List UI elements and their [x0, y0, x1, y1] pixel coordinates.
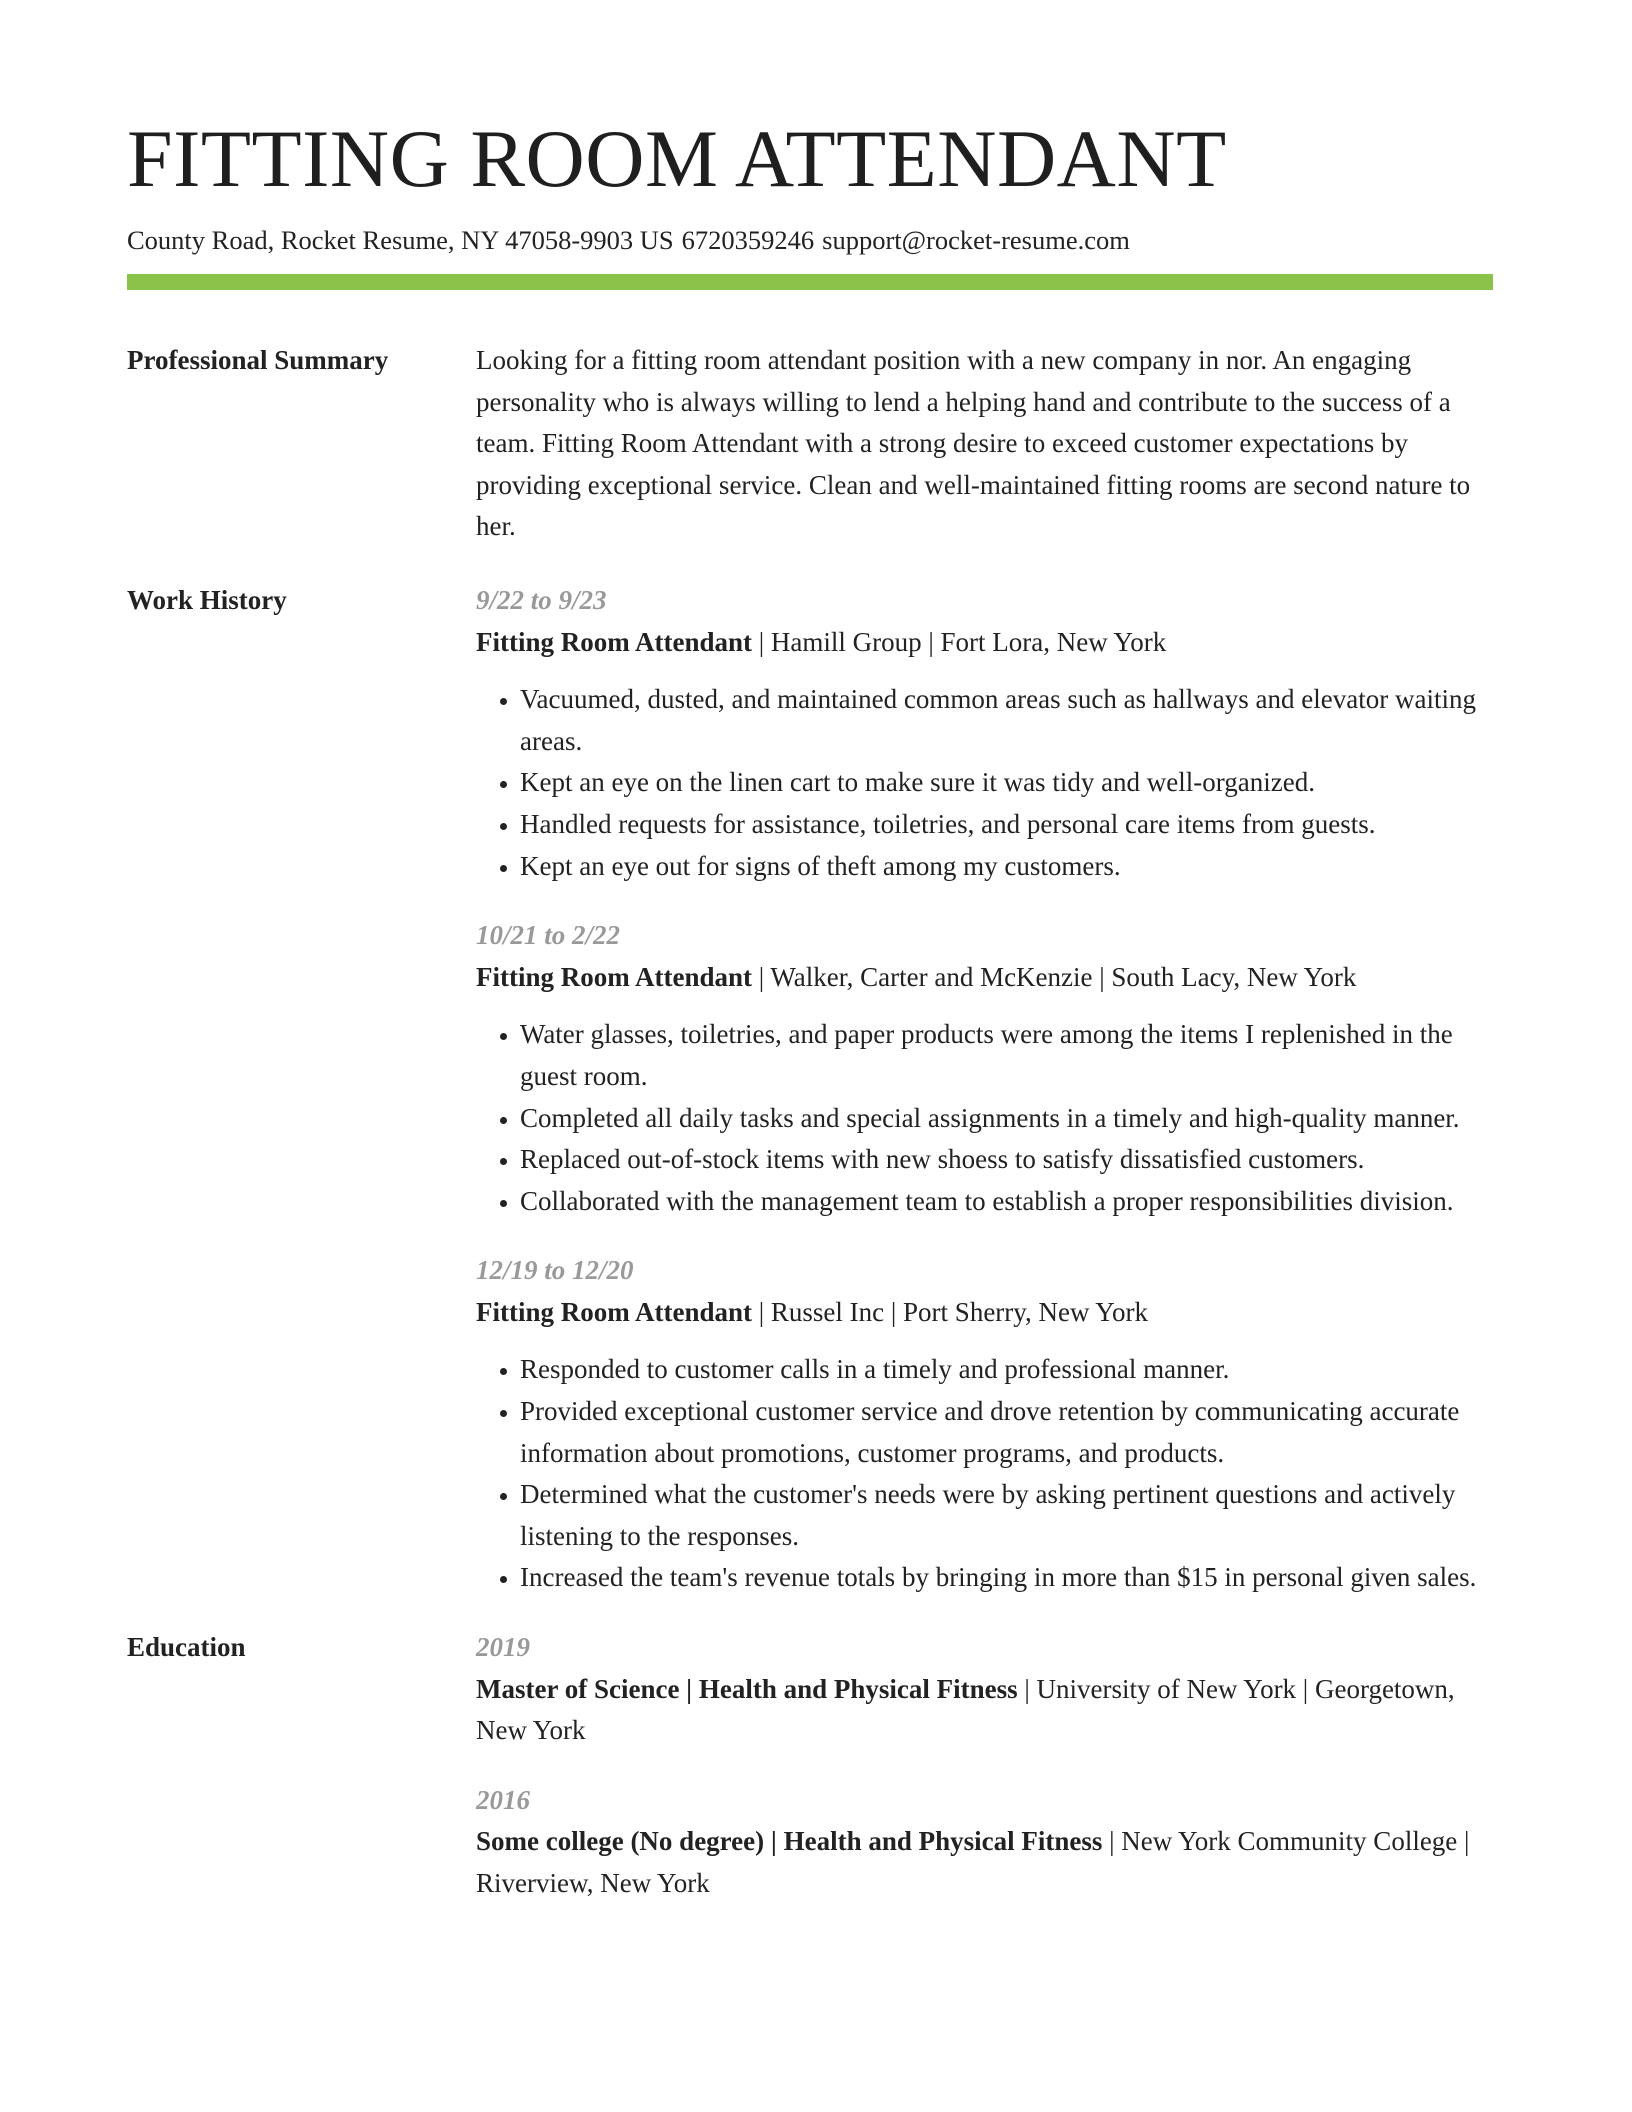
section-title-education: Education [127, 1632, 246, 1663]
job-entry [476, 915, 1493, 1222]
job-bullet: • Water glasses, toiletries, and paper products were among the items I replenished in the guest room. [520, 1014, 1493, 1097]
education-body [476, 1627, 1493, 1905]
job-bullet: • Increased the team's revenue totals by bringing in more than $15 in personal given sales. [520, 1557, 1493, 1599]
work-section [127, 580, 1493, 1599]
job-dates: 10/21 to 2/22 [476, 920, 621, 951]
education-degree: Some college (No degree) | Health and Physical Fitness [476, 1826, 1103, 1857]
resume-title: FITTING ROOM ATTENDANT [127, 113, 1227, 204]
job-entry [476, 1250, 1493, 1599]
section-title-summary: Professional Summary [127, 345, 389, 375]
job-bullet: • Completed all daily tasks and special assignments in a timely and high-quality manner. [520, 1098, 1493, 1140]
job-bullet: • Provided exceptional customer service and drove retention by communicating accurate information about promotions, customer programs, and products. [520, 1391, 1493, 1474]
job-bullet: • Responded to customer calls in a timely and professional manner. [520, 1349, 1493, 1391]
education-heading [476, 1821, 1493, 1904]
job-details: | Russel Inc | Port Sherry, New York [752, 1296, 1149, 1327]
summary-body [476, 340, 1493, 548]
section-title-work: Work History [127, 584, 287, 615]
job-bullet: • Vacuumed, dusted, and maintained common areas such as hallways and elevator waiting areas. [520, 679, 1493, 762]
job-bullet: • Collaborated with the management team to establish a proper responsibilities division. [520, 1181, 1493, 1223]
education-section [127, 1627, 1493, 1905]
education-details: | University of New York | Georgetown, New York [476, 1673, 1455, 1746]
contact-line [127, 222, 1493, 258]
job-heading [476, 622, 1493, 664]
education-degree: Master of Science | Health and Physical Fitness [476, 1673, 1018, 1704]
education-entry [476, 1780, 1493, 1905]
job-bullet: • Replaced out-of-stock items with new shoess to satisfy dissatisfied customers. [520, 1139, 1493, 1181]
summary-section [127, 340, 1493, 548]
contact-email[interactable]: support@rocket-resume.com [822, 225, 1130, 255]
education-heading [476, 1669, 1493, 1752]
resume-page [127, 113, 1493, 1905]
job-dates: 12/19 to 12/20 [476, 1255, 634, 1286]
job-bullet: • Handled requests for assistance, toiletries, and personal care items from guests. [520, 804, 1493, 846]
job-heading [476, 957, 1493, 999]
job-bullet: • Kept an eye on the linen cart to make sure it was tidy and well-organized. [520, 762, 1493, 804]
job-bullet: • Kept an eye out for signs of theft among my customers. [520, 846, 1493, 888]
job-entry [476, 580, 1493, 887]
education-year: 2016 [476, 1784, 530, 1815]
work-body [476, 580, 1493, 1599]
job-bullets [476, 1349, 1493, 1599]
summary-text: Looking for a fitting room attendant position with a new company in nor. An engaging personality who is always willing to lend a helping hand and contribute to the success of a team. Fitting Room Attendant with a strong desire to exceed customer expectations by providing exceptional service. Clean and well-maintained fitting rooms are second nature to her. [476, 345, 1471, 542]
job-bullets [476, 679, 1493, 887]
job-role: Fitting Room Attendant [476, 961, 752, 992]
education-entry [476, 1627, 1493, 1752]
header-divider [127, 274, 1493, 290]
job-details: | Hamill Group | Fort Lora, New York [752, 626, 1167, 657]
job-role: Fitting Room Attendant [476, 1296, 752, 1327]
contact-address: County Road, Rocket Resume, NY 47058-9903 US [127, 225, 674, 255]
job-bullet: • Determined what the customer's needs were by asking pertinent questions and actively listening to the responses. [520, 1474, 1493, 1557]
job-dates: 9/22 to 9/23 [476, 584, 607, 615]
job-details: | Walker, Carter and McKenzie | South Lacy, New York [752, 961, 1357, 992]
job-role: Fitting Room Attendant [476, 626, 752, 657]
education-details: | New York Community College | Riverview, New York [476, 1826, 1470, 1898]
education-year: 2019 [476, 1632, 530, 1663]
job-heading [476, 1292, 1493, 1334]
contact-phone: 6720359246 [681, 225, 815, 255]
job-bullets [476, 1014, 1493, 1222]
